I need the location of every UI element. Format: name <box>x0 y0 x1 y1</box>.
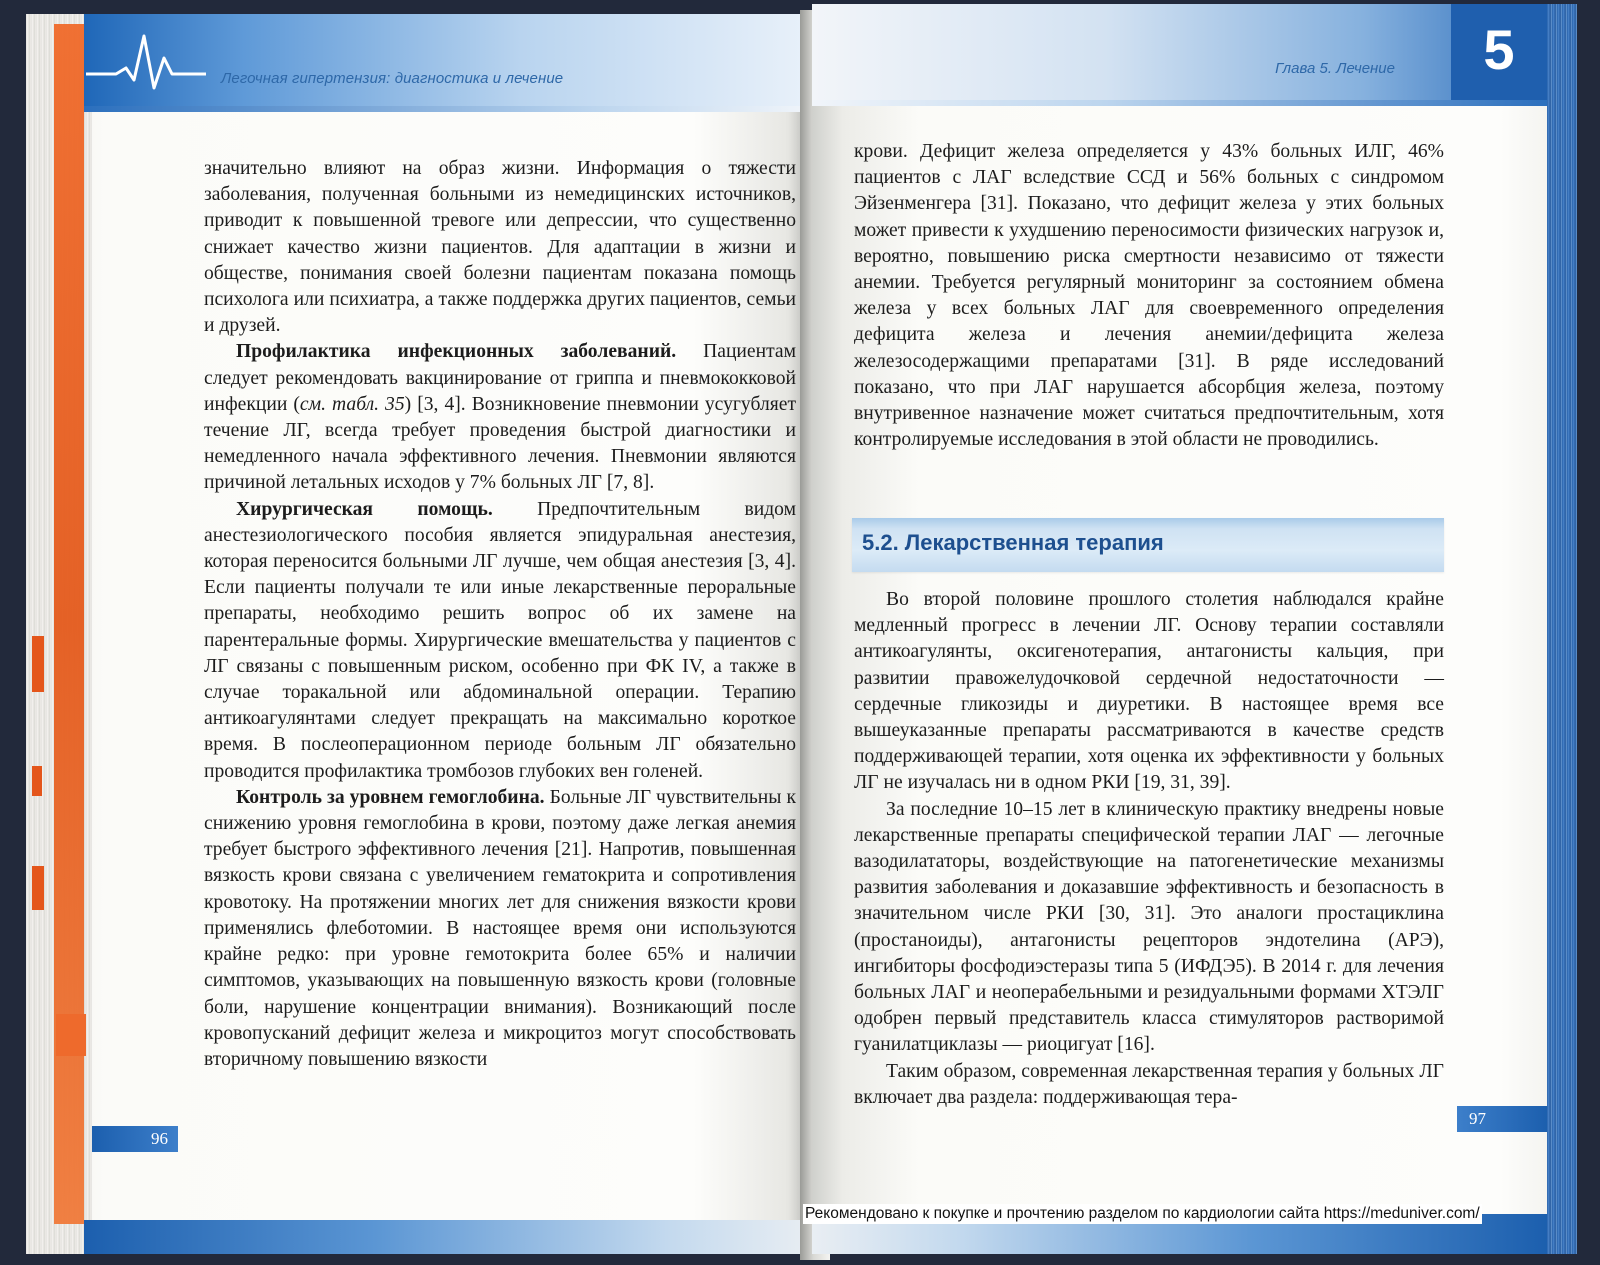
page-number-left: 96 <box>92 1126 178 1152</box>
paragraph: За последние 10–15 лет в клиническую практику внедрены новые лекарственные препараты специфической терапии ЛАГ — легочные вазодилататоры, воздействующие на патогенетические механизмы развития заболевания и доказавшие эффективность и безопасность в значительном числе РКИ [30, 31]. Это аналоги простациклина (простаноиды), антагонисты рецепторов эндотелина (АРЭ), ингибиторы фосфодиэстеразы типа 5 (ИФДЭ5). В 2014 г. для лечения больных ЛАГ и неоперабельными и резидуальными формами ХТЭЛГ одобрен первый представитель класса стимуляторов растворимой гуанилатциклазы — риоцигуат [16]. <box>854 798 1444 1056</box>
paragraph-lead: Профилактика инфекционных заболеваний. <box>236 341 677 363</box>
paragraph-lead: Хирургическая помощь. <box>236 498 493 520</box>
heartbeat-pulse-icon <box>86 28 206 98</box>
chapter-number-badge: 5 <box>1451 4 1547 100</box>
edge-tab-marker <box>32 866 44 910</box>
paragraph-text: Предпочтительным видом анестезиологического пособия является эпидуральная анестезия, которая переносится больными ЛГ лучше, чем общая анестезия [3, 4]. Если пациенты получали те или иные лекарственные пероральные препараты, необходимо решить вопрос об их замене на парентеральные формы. Хирургические вмешательства у пациентов с ЛГ связаны с повышенным риском, особенно при ФК IV, а также в случае торакальной или абдоминальной операции. Терапию антикоагулянтами следует прекращать на максимально короткое время. В послеоперационном периоде больным ЛГ обязательно проводится профилактика тромбозов глубоких вен голеней. <box>204 498 796 782</box>
edge-tab-marker <box>56 1014 86 1056</box>
paragraph-infection-prevention <box>204 339 796 496</box>
page-number-right: 97 <box>1457 1106 1547 1132</box>
paragraph-lead: Контроль за уровнем гемоглобина. <box>236 786 545 808</box>
running-head-left: Легочная гипертензия: диагностика и лечение <box>221 70 564 87</box>
left-header-rule <box>84 106 812 112</box>
watermark-caption: Рекомендовано к покупке и прочтению разделом по кардиологии сайта https://meduniver.com/ <box>805 1205 1480 1222</box>
paragraph-continued: крови. Дефицит железа определяется у 43% больных ИЛГ, 46% пациентов с ЛАГ вследствие ССД и 56% больных с синдромом Эйзенменгера [31]. Показано, что дефицит железа у этих больных может привести к ухудшению переносимости физических нагрузок и, вероятно, повышению риска смертности независимо от тяжести анемии. Требуется регулярный мониторинг за состоянием обмена железа у всех больных ЛАГ для своевременного определения дефицита железа и лечения анемии/дефицита железа железосодержащими препаратами [31]. В ряде исследований показано, что при ЛАГ нарушается абсорбция железа, поэтому внутривенное назначение может считаться предпочтительным, хотя контролируемые исследования в этой области не проводились. <box>854 141 1444 451</box>
right-header-rule <box>812 100 1547 106</box>
edge-tab-marker <box>32 766 42 796</box>
edge-tab-marker <box>32 636 44 692</box>
paragraph: Во второй половине прошлого столетия наблюдался крайне медленный прогресс в лечении ЛГ. Основу терапии составляли антикоагулянты, оксигенотерапия, антагонисты кальция, при развитии правожелудочковой сердечной недостаточности — сердечные гликозиды и диуретики. В настоящее время все вышеуказанные препараты рассматриваются в качестве средств поддерживающей терапии, хотя оценка их эффективности у больных ЛГ не изучалась ни в одном РКИ [19, 31, 39]. <box>854 589 1444 794</box>
running-head-right: Глава 5. Лечение <box>1275 60 1395 77</box>
paragraph: Таким образом, современная лекарственная терапия у больных ЛГ включает два раздела: поддерживающая тера- <box>854 1060 1444 1108</box>
left-footer-band <box>84 1220 812 1254</box>
left-page-body <box>204 156 796 1073</box>
page-edge-stack-right <box>1547 4 1577 1254</box>
paragraph-surgery <box>204 497 796 785</box>
paragraph-text: Пациентам следует рекомендовать вакцинирование от гриппа и пневмококковой инфекции ( <box>204 341 796 415</box>
paragraph-hemoglobin <box>204 785 796 1073</box>
right-page-body-top <box>854 139 1444 453</box>
section-heading-bar <box>852 518 1444 572</box>
paragraph-continued: значительно влияют на образ жизни. Информация о тяжести заболевания, полученная больными из немедицинских источников, приводит к повышенной тревоге или депрессии, что существенно снижает качество жизни пациентов. Для адаптации в жизни и обществе, понимания своей болезни пациентам показана помощь психолога или психиатра, а также поддержка других пациентов, семьи и друзей. <box>204 158 796 337</box>
right-page <box>812 4 1577 1254</box>
right-header-band <box>812 4 1547 100</box>
right-page-body-bottom <box>854 587 1444 1111</box>
paragraph-text: ) [3, 4]. Возникновение пневмонии усугубляет течение ЛГ, всегда требует проведения быстрой диагностики и немедленного начала эффективного лечения. Пневмонии являются причиной летальных исходов у 7% больных ЛГ [7, 8]. <box>204 393 797 494</box>
table-reference: см. табл. 35 <box>299 393 405 415</box>
paragraph-text: Больные ЛГ чувствительны к снижению уровня гемоглобина в крови, поэтому даже легкая анемия требует быстрого эффективного лечения [21]. Напротив, повышенная вязкость крови связана с увеличением гематокрита и сопротивления кровотоку. На протяжении многих лет для снижения вязкости крови применялись флеботомии. В настоящее время они используются крайне редко: при уровне гемотокрита более 65% и наличии симптомов, указывающих на повышенную вязкость крови (головные боли, нарушение концентрации внимания). Возникающий после кровопусканий дефицит железа и микроцитоз могут способствовать вторичному повышению вязкости <box>204 786 796 1070</box>
left-page <box>26 14 812 1254</box>
section-title: 5.2. Лекарственная терапия <box>862 530 1164 555</box>
